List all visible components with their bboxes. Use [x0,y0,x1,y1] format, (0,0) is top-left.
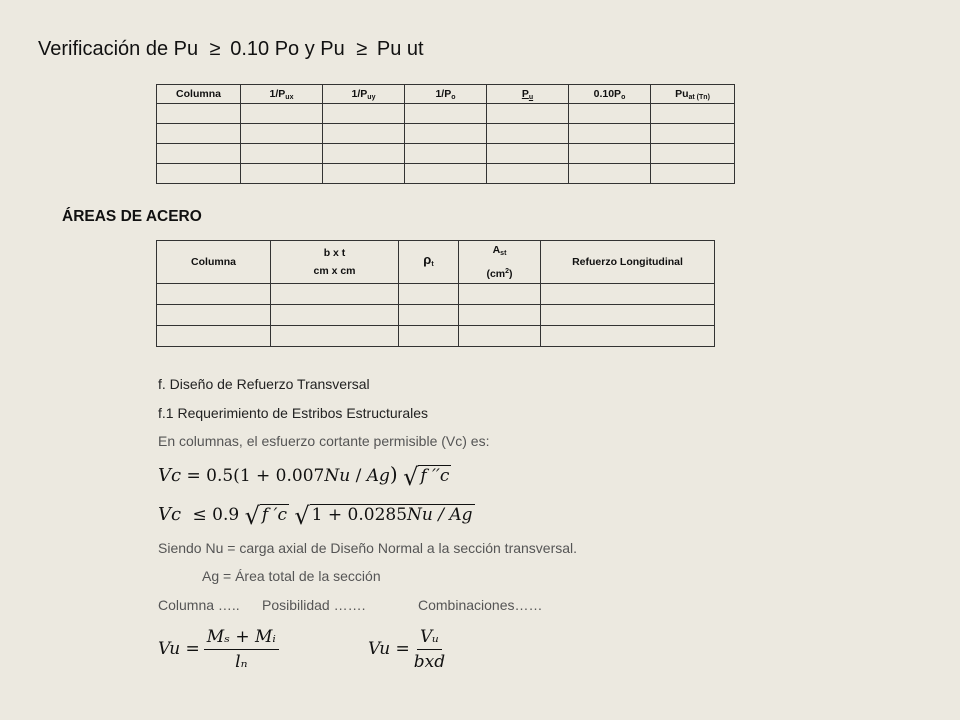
header-pu-at: $Pu_{at (Tn)}$ [651,85,735,104]
header-010po: $0.10P_o$ [569,85,651,104]
section-heading-f: f. Diseño de Refuerzo Transversal [158,376,370,392]
geq-symbol: ≥ [356,38,368,60]
header-rho: $\rho_t$ [399,241,459,284]
table-row [157,104,735,124]
ag-text: Ag = Área total de la sección [202,568,381,584]
table-row [157,124,735,144]
title-part: Pu ut [376,38,424,60]
formula-vc-1: Vc = 0.5(1 + 0.007Nu / Ag) √ f ′′c [158,462,450,491]
table-row [157,305,715,326]
combinaciones-text: Combinaciones…… [418,597,543,613]
header-pu: $P_u$ [487,85,569,104]
posibilidad-text: Posibilidad ……. [262,597,366,613]
header-bxt: b x t cm x cm [271,241,399,284]
table-row [157,144,735,164]
header-1-puy: $1/P_{uy}$ [323,85,405,104]
table-row [157,326,715,347]
formula-vc-2: Vc ≤ 0.9 √ f ′c √ 1 + 0.0285Nu / Ag [158,502,473,530]
header-ast: $A_{st}$ $(cm^2)$ [459,241,541,284]
header-1-po: $1/P_o$ [405,85,487,104]
table-row [157,164,735,184]
siendo-text: Siendo Nu = carga axial de Diseño Normal a la sección transversal. [158,540,578,556]
page-title [38,38,424,61]
header-columna: Columna [157,241,271,284]
columna-text: Columna ….. [158,597,240,613]
table-header-row [157,85,735,104]
title-part: 0.10 Po y Pu [230,38,345,60]
title-part: Verificación de Pu [38,38,199,60]
section-heading-f1: f.1 Requerimiento de Estribos Estructurales [158,405,429,421]
header-1-pux: $1/P_{ux}$ [241,85,323,104]
header-refuerzo: Refuerzo Longitudinal [541,241,715,284]
header-columna: Columna [157,85,241,104]
steel-areas-table [156,240,715,347]
intro-text: En columnas, el esfuerzo cortante permisible (Vc) es: [158,433,490,449]
areas-heading: ÁREAS DE ACERO [62,208,202,225]
table-row [157,284,715,305]
verification-table [156,84,735,184]
formula-vu-2: Vu = Vᵤ bxd [368,626,446,672]
formula-vu-1: Vu = $\frac{\text{Mₛ + Mᵢ}}{\text{lₙ}}$ [158,624,279,674]
geq-symbol: ≥ [209,38,221,60]
table-header-row [157,241,715,284]
